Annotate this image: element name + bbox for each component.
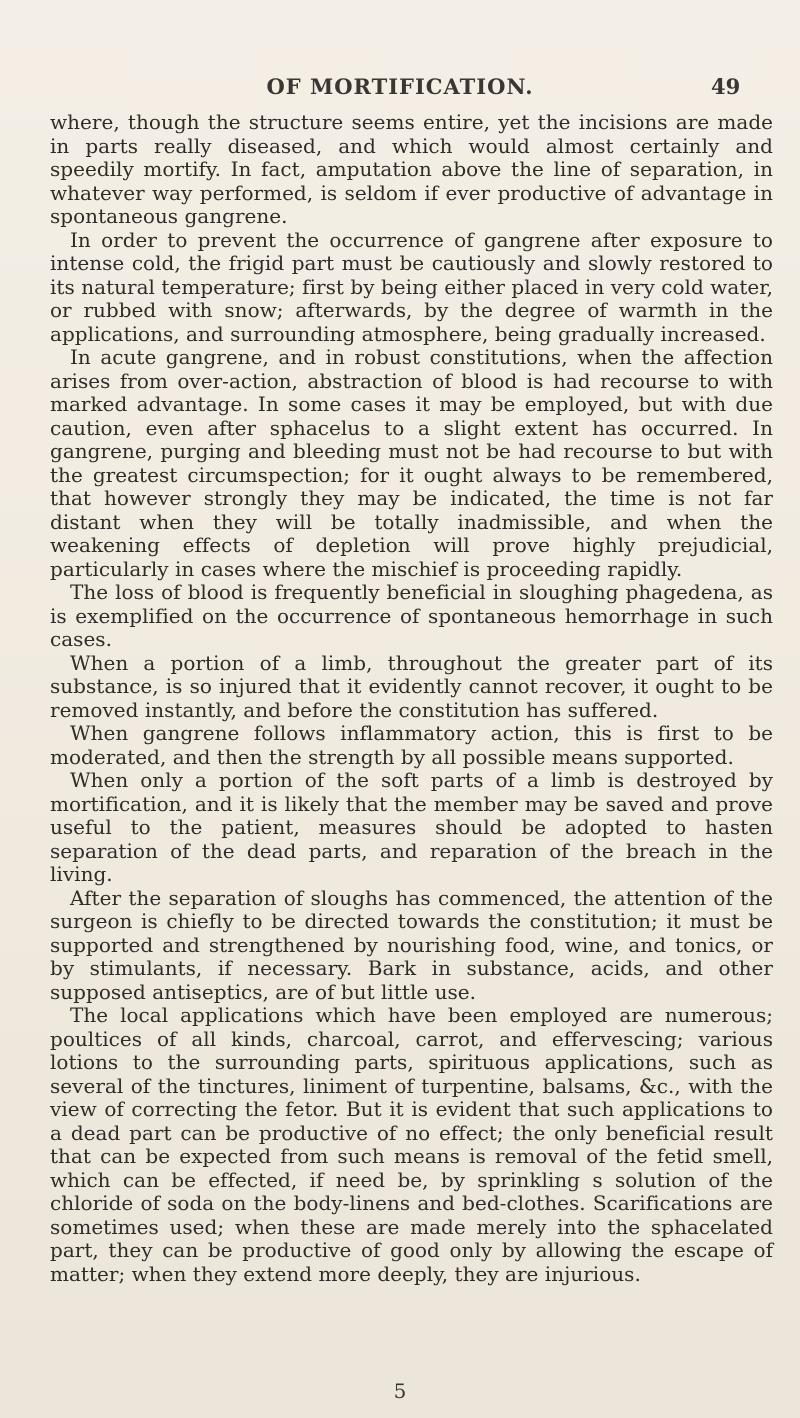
paragraph-continued: where, though the structure seems entire, yet the incisions are made in parts really diseased, and which would almost certainly and speedily mortify. In fact, amputation above the line of separation, in whatever way performed, is seldom if ever productive of advantage in spontaneous gangrene. [50,110,773,228]
running-title: OF MORTIFICATION. [266,74,534,99]
body-text [50,111,773,1286]
paragraph-inflammatory-action: When gangrene follows inflammatory action, this is first to be moderated, and then the strength by all possible means supported. [50,721,773,769]
paragraph-local-applications: The local applications which have been employed are numerous; poultices of all kinds, charcoal, carrot, and effervescing; various lotions to the surrounding parts, spirituous applications, such as several of the tinctures, liniment of turpentine, balsams, &c., with the view of correcting the fetor. But it is evident that such applications to a dead part can be productive of no effect; the only beneficial result that can be expected from such means is removal of the fetid smell, which can be effected, if need be, by sprinkling s solution of the chloride of soda on the body-linens and bed-clothes. Scarifications are sometimes used; when these are made merely into the sphacelated part, they can be productive of good only by allowing the escape of matter; when they extend more deeply, they are injurious. [50,1003,773,1286]
paragraph-loss-of-blood: The loss of blood is frequently beneficial in sloughing phagedena, as is exemplified on the occurrence of spontaneous hemorrhage in such cases. [50,580,773,651]
paragraph-soft-parts: When only a portion of the soft parts of a limb is destroyed by mortification, and it is likely that the member may be saved and prove useful to the patient, measures should be adopted to hasten separation of the dead parts, and reparation of the breach in the living. [50,768,773,886]
signature-mark: 5 [393,1379,407,1403]
paragraph-cold-gangrene: In order to prevent the occurrence of gangrene after exposure to intense cold, the frigid part must be cautiously and slowly restored to its natural temperature; first by being either placed in very cold water, or rubbed with snow; afterwards, by the degree of warmth in the applications, and surrounding atmosphere, being gradually increased. [50,227,773,346]
paragraph-separation-of-sloughs: After the separation of sloughs has commenced, the attention of the surgeon is chiefly to be directed towards the constitution; it must be supported and strengthened by nourishing food, wine, and tonics, or by stimulants, if necessary. Bark in substance, acids, and other supposed antiseptics, are of but little use. [50,885,773,1004]
paragraph-acute-gangrene: In acute gangrene, and in robust constitutions, when the affection arises from over-action, abstraction of blood is had recourse to with marked advantage. In some cases it may be employed, but with due caution, even after sphacelus to a slight extent has occurred. In gangrene, purging and bleeding must not be had recourse to but with the greatest circumspection; for it ought always to be remembered, that however strongly they may be indicated, the time is not far distant when they will be totally inadmissible, and when the weakening effects of depletion will prove highly prejudicial, particularly in cases where the mischief is proceeding rapidly. [50,345,773,581]
paragraph-limb-removal: When a portion of a limb, throughout the greater part of its substance, is so injured that it evidently cannot recover, it ought to be removed instantly, and before the constitution has suffered. [50,650,773,722]
running-head [0,73,800,101]
page-number: 49 [711,74,741,99]
